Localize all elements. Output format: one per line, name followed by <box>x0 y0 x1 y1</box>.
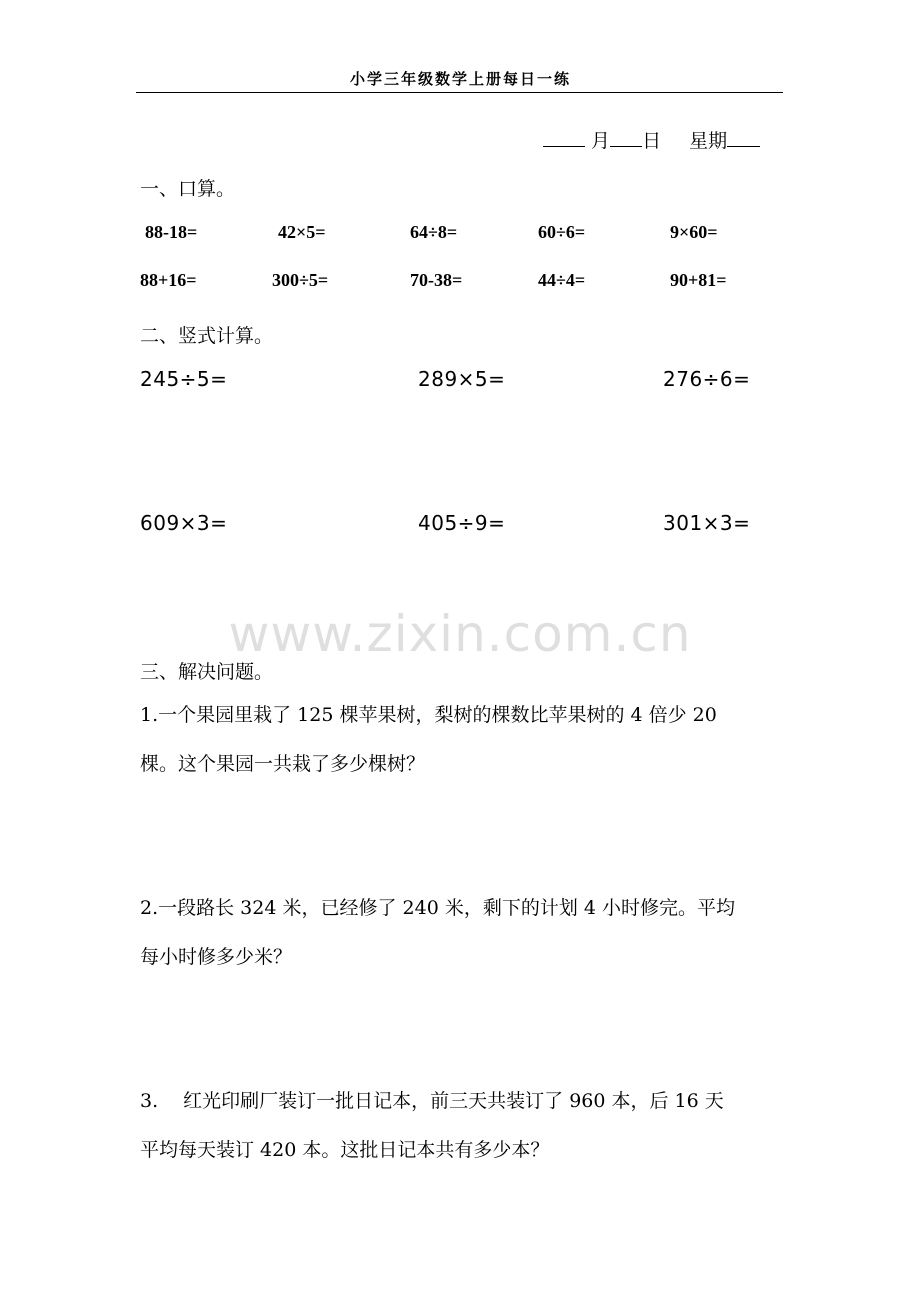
day-blank[interactable] <box>610 128 642 147</box>
word-problem-2 <box>140 884 790 982</box>
oral-problem: 42×5= <box>278 222 326 242</box>
word-problem-line: 3. 红光印刷厂装订一批日记本，前三天共装订了 960 本，后 16 天 <box>140 1090 724 1112</box>
watermark: www.zixin.com.cn <box>228 605 692 663</box>
oral-problem: 88-18= <box>145 222 198 242</box>
oral-problem: 9×60= <box>670 222 718 242</box>
vertical-problem: 301×3= <box>663 511 751 535</box>
page-header: 小学三年级数学上册每日一练 <box>349 70 571 88</box>
month-blank[interactable] <box>543 128 585 147</box>
vertical-problem: 276÷6= <box>663 367 751 391</box>
oral-problem: 44÷4= <box>538 270 586 290</box>
oral-problem: 88+16= <box>140 270 197 290</box>
word-problem-1 <box>140 691 790 789</box>
section3-title: 三、解决问题。 <box>140 661 274 683</box>
oral-problem: 70-38= <box>410 270 463 290</box>
section1-title: 一、口算。 <box>140 178 236 200</box>
section2-title: 二、竖式计算。 <box>140 325 274 347</box>
header-rule <box>136 92 783 93</box>
oral-problem: 90+81= <box>670 270 727 290</box>
word-problem-3 <box>140 1077 790 1175</box>
oral-problem: 64÷8= <box>410 222 458 242</box>
weekday-label: 星期 <box>689 130 728 152</box>
word-problem-line: 2.一段路长 324 米，已经修了 240 米，剩下的计划 4 小时修完。平均 <box>140 897 735 919</box>
word-problem-line: 平均每天装订 420 本。这批日记本共有多少本？ <box>140 1139 550 1161</box>
word-problem-line: 每小时修多少米？ <box>140 946 293 968</box>
vertical-problem: 609×3= <box>140 511 228 535</box>
vertical-problem: 245÷5= <box>140 367 228 391</box>
oral-problem: 300÷5= <box>272 270 329 290</box>
month-label: 月 <box>591 130 611 152</box>
oral-problem: 60÷6= <box>538 222 586 242</box>
date-line <box>543 126 760 153</box>
vertical-problem: 289×5= <box>418 367 506 391</box>
day-label: 日 <box>642 130 662 152</box>
vertical-problem: 405÷9= <box>418 511 506 535</box>
word-problem-line: 棵。这个果园一共栽了多少棵树？ <box>140 753 426 775</box>
word-problem-line: 1.一个果园里栽了 125 棵苹果树，梨树的棵数比苹果树的 4 倍少 20 <box>140 704 717 726</box>
weekday-blank[interactable] <box>727 128 760 147</box>
